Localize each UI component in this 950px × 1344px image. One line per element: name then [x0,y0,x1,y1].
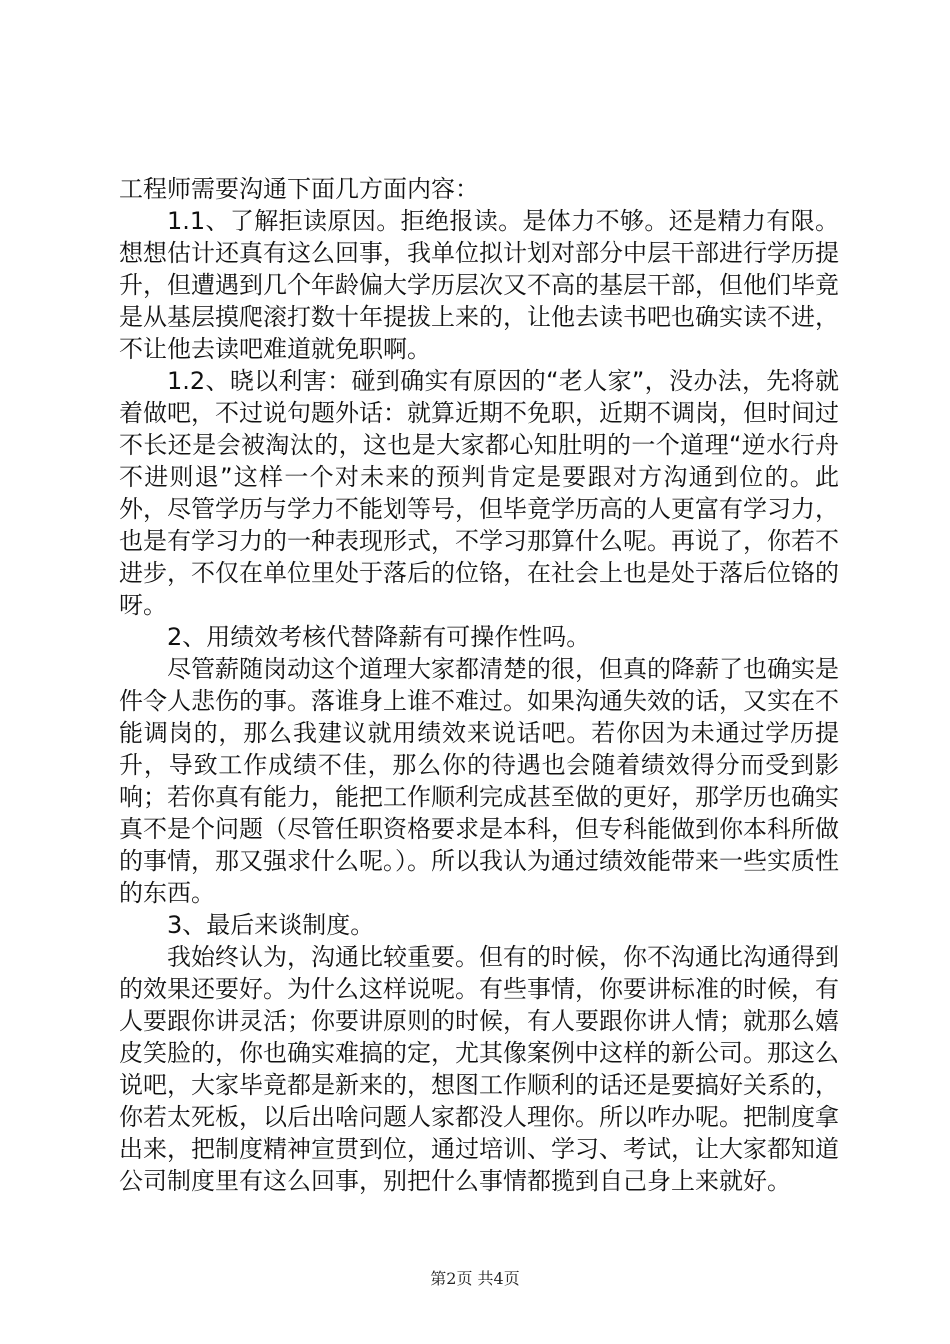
paragraph-1-2: 1.2、晓以利害：碰到确实有原因的“老人家”，没办法，先将就着做吧，不过说句题外话：就算近期不免职，近期不调岗，但时间过不长还是会被淘汰的，这也是大家都心知肚明的一个道理“逆水行舟不进则退”这样一个对未来的预判肯定是要跟对方沟通到位的。此外，尽管学历与学力不能划等号，但毕竟学历高的人更富有学习力，也是有学习力的一种表现形式，不学习那算什么呢。再说了，你若不进步，不仅在单位里处于落后的位铬，在社会上也是处于落后位铬的呀。 [119,367,839,619]
paragraph-3: 我始终认为，沟通比较重要。但有的时候，你不沟通比沟通得到的效果还要好。为什么这样说呢。有些事情，你要讲标准的时候，有人要跟你讲灵活；你要讲原则的时候，有人要跟你讲人情；就那么嬉皮笑脸的，你也确实难搞的定，尤其像案例中这样的新公司。那这么说吧，大家毕竟都是新来的，想图工作顺利的话还是要搞好关系的，你若太死板，以后出啥问题人家都没人理你。所以咋办呢。把制度拿出来，把制度精神宣贯到位，通过培训、学习、考试，让大家都知道公司制度里有这么回事，别把什么事情都揽到自己身上来就好。 [119,943,839,1195]
paragraph-1-1: 1.1、了解拒读原因。拒绝报读。是体力不够。还是精力有限。想想估计还真有这么回事，我单位拟计划对部分中层干部进行学历提升，但遭遇到几个年龄偏大学历层次又不高的基层干部，但他们毕竟是从基层摸爬滚打数十年提拔上来的，让他去读书吧也确实读不进，不让他去读吧难道就免职啊。 [119,207,839,363]
page-number-footer: 第2页 共4页 [430,1269,520,1288]
document-body [119,173,839,1197]
intro-line: 工程师需要沟通下面几方面内容： [119,175,479,203]
heading-3: 3、最后来谈制度。 [167,911,375,939]
heading-2: 2、用绩效考核代替降薪有可操作性吗。 [167,623,591,651]
paragraph-2: 尽管薪随岗动这个道理大家都清楚的很，但真的降薪了也确实是件令人悲伤的事。落谁身上谁不难过。如果沟通失效的话，又实在不能调岗的，那么我建议就用绩效来说话吧。若你因为未通过学历提升，导致工作成绩不佳，那么你的待遇也会随着绩效得分而受到影响；若你真有能力，能把工作顺利完成甚至做的更好，那学历也确实真不是个问题（尽管任职资格要求是本科，但专科能做到你本科所做的事情，那又强求什么呢。）。所以我认为通过绩效能带来一些实质性的东西。 [119,655,839,907]
